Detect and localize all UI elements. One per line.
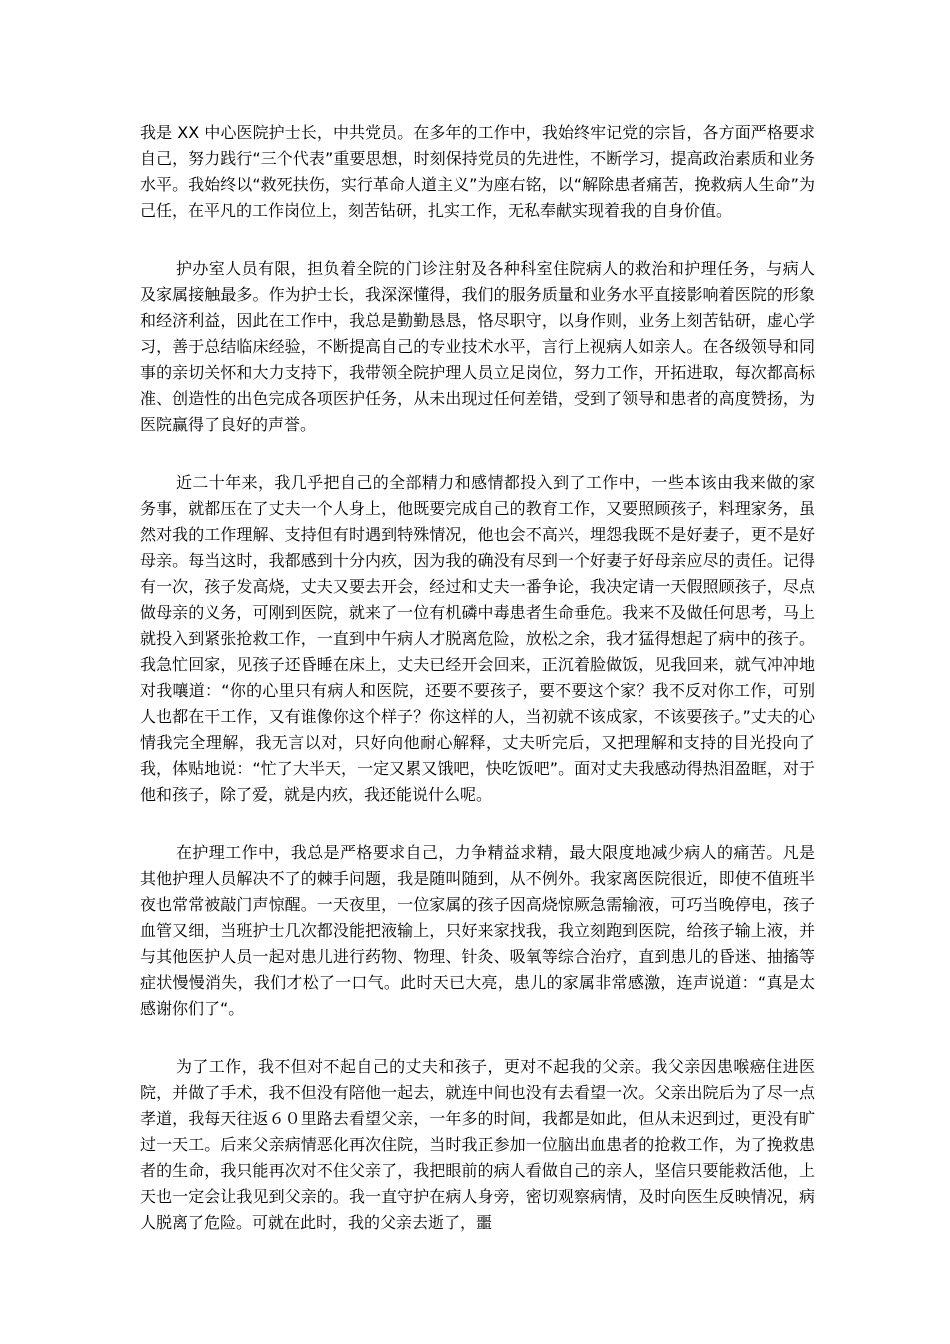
document-page xyxy=(140,120,815,1344)
paragraph-4: 在护理工作中，我总是严格要求自己，力争精益求精，最大限度地减少病人的痛苦。凡是其他护理人员解决不了的棘手问题，我是随叫随到，从不例外。我家离医院很近，即使不值班半夜也常常被敲门声惊醒。一天夜里，一位家属的孩子因高烧惊厥急需输液，可巧当晚停电，孩子血管又细，当班护士几次都没能把液输上，只好来家找我，我立刻跑到医院，给孩子输上液，并与其他医护人员一起对患儿进行药物、物理、针灸、吸氧等综合治疗，直到患儿的昏迷、抽搐等症状慢慢消失，我们才松了一口气。此时天已大亮，患儿的家属非常感激，连声说道：“真是太感谢你们了“。 xyxy=(140,843,815,1018)
paragraph-1: 我是 XX 中心医院护士长，中共党员。在多年的工作中，我始终牢记党的宗旨，各方面严格要求自己，努力践行“三个代表”重要思想，时刻保持党员的先进性，不断学习，提高政治素质和业务水平。我始终以“救死扶伤，实行革命人道主义”为座右铭，以“解除患者痛苦，挽救病人生命”为己任，在平凡的工作岗位上，刻苦钻研，扎实工作，无私奉献实现着我的自身价值。 xyxy=(140,123,815,220)
paragraph-3: 近二十年来，我几乎把自己的全部精力和感情都投入到了工作中，一些本该由我来做的家务事，就都压在了丈夫一个人身上，他既要完成自己的教育工作，又要照顾孩子，料理家务，虽然对我的工作理解、支持但有时遇到特殊情况，他也会不高兴，埋怨我既不是好妻子，更不是好母亲。每当这时，我都感到十分内疚，因为我的确没有尽到一个好妻子好母亲应尽的责任。记得有一次，孩子发高烧，丈夫又要去开会，经过和丈夫一番争论，我决定请一天假照顾孩子，尽点做母亲的义务，可刚到医院，就来了一位有机磷中毒患者生命垂危。我来不及做任何思考，马上就投入到紧张抢救工作，一直到中午病人才脱离危险，放松之余，我才猛得想起了病中的孩子。我急忙回家，见孩子还昏睡在床上，丈夫已经开会回来，正沉着脸做饭，见我回来，就气冲冲地对我嚷道：“你的心里只有病人和医院，还要不要孩子，要不要这个家？我不反对你工作，可别人也都在干工作，又有谁像你这个样子？你这样的人，当初就不该成家，不该要孩子。”丈夫的心情我完全理解，我无言以对，只好向他耐心解释，丈夫听完后，又把理解和支持的目光投向了我，体贴地说：“忙了大半天，一定又累又饿吧，快吃饭吧”。面对丈夫我感动得热泪盈眶，对于他和孩子，除了爱，就是内疚，我还能说什么呢。 xyxy=(140,473,815,804)
paragraph-2: 护办室人员有限，担负着全院的门诊注射及各种科室住院病人的救治和护理任务，与病人及家属接触最多。作为护士长，我深深懂得，我们的服务质量和业务水平直接影响着医院的形象和经济利益，因此在工作中，我总是勤勤恳恳，恪尽职守，以身作则，业务上刻苦钻研，虚心学习，善于总结临床经验，不断提高自己的专业技术水平，言行上视病人如亲人。在各级领导和同事的亲切关怀和大力支持下，我带领全院护理人员立足岗位，努力工作，开拓进取，每次都高标准、创造性的出色完成各项医护任务，从未出现过任何差错，受到了领导和患者的高度赞扬，为医院赢得了良好的声誉。 xyxy=(140,259,815,434)
paragraph-5: 为了工作，我不但对不起自己的丈夫和孩子，更对不起我的父亲。我父亲因患喉癌住进医院，并做了手术，我不但没有陪他一起去，就连中间也没有去看望一次。父亲出院后为了尽一点孝道，我每天往返６０里路去看望父亲，一年多的时间，我都是如此，但从未迟到过，更没有旷过一天工。后来父亲病情恶化再次住院，当时我正参加一位脑出血患者的抢救工作，为了挽救患者的生命，我只能再次对不住父亲了，我把眼前的病人看做自己的亲人，坚信只要能救活他，上天也一定会让我见到父亲的。我一直守护在病人身旁，密切观察病情，及时向医生反映情况，病人脱离了危险。可就在此时，我的父亲去逝了，噩 xyxy=(140,1057,815,1232)
